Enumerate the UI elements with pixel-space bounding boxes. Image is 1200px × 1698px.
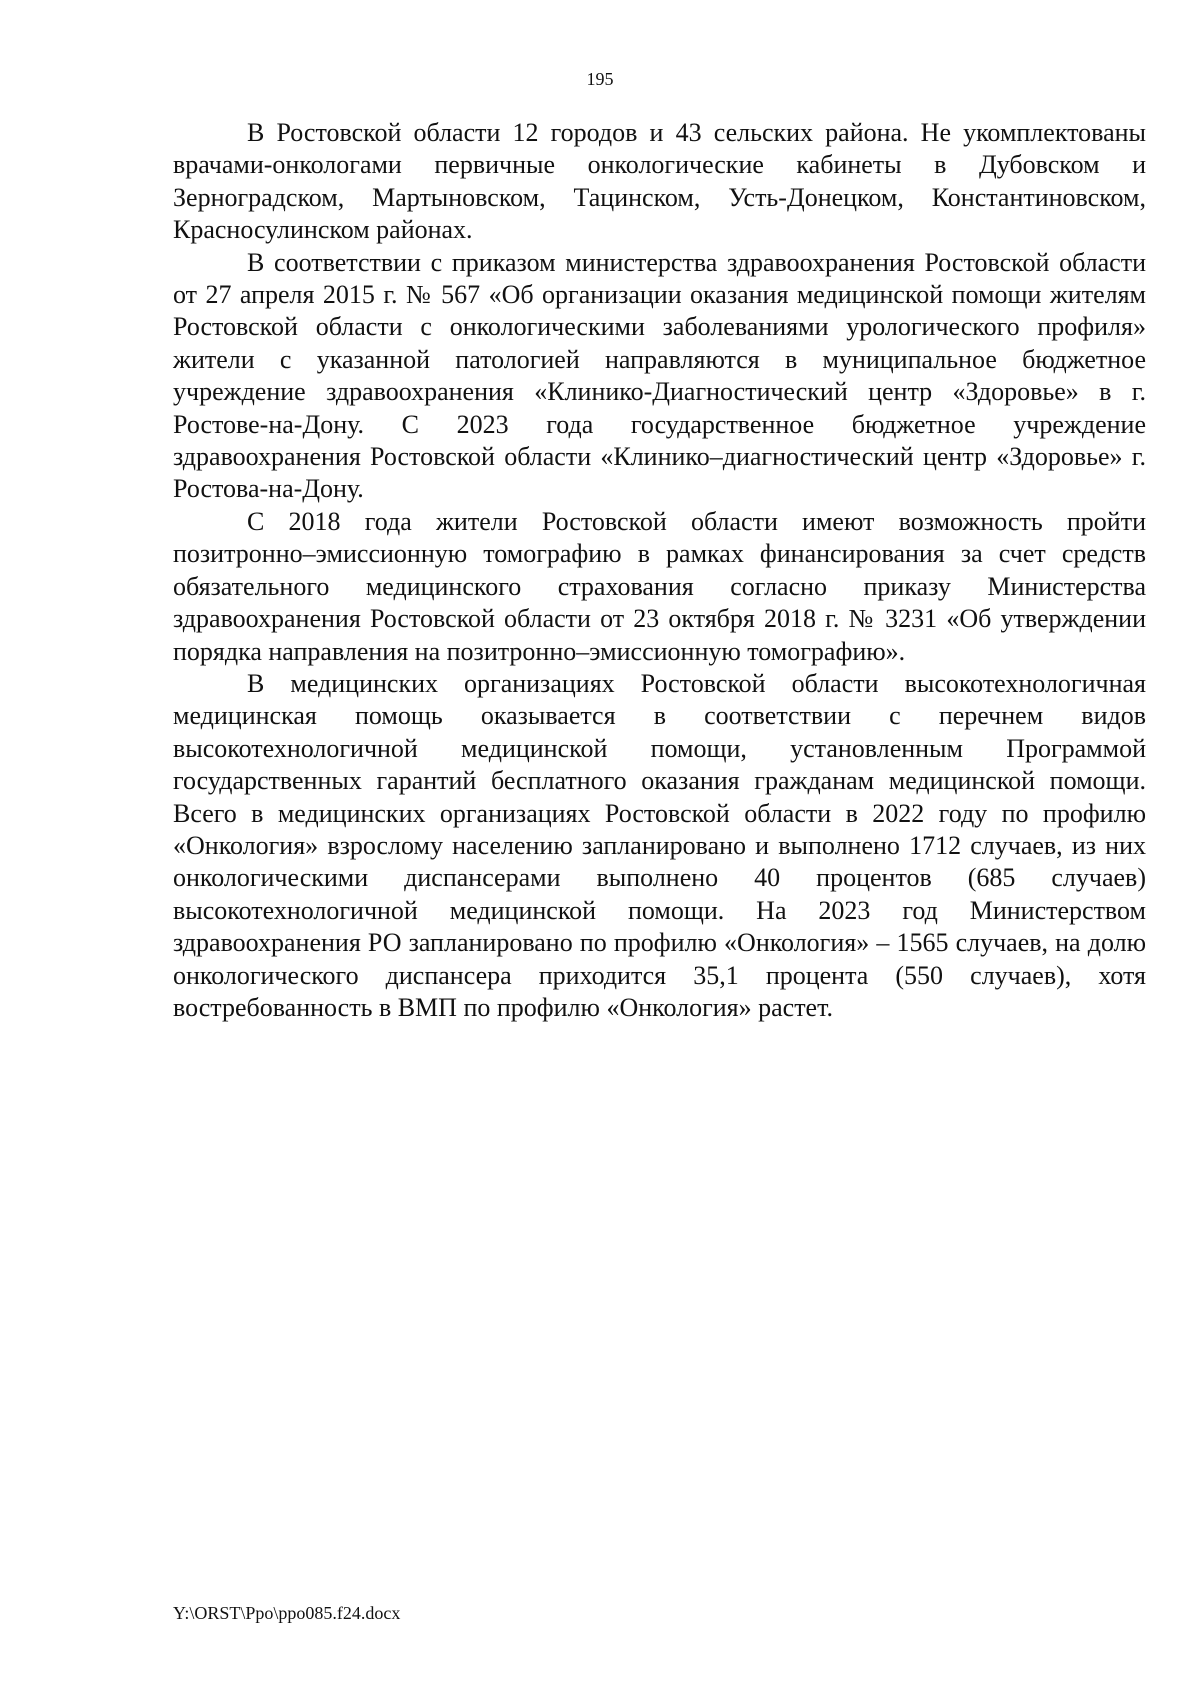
paragraph-pet-tomography: С 2018 года жители Ростовской области имеют возможность пройти позитронно–эмиссионную томографию в рамках финансирования за счет средств обязательного медицинского страхования согласно приказу Министерства здравоохранения Ростовской области от 23 октября 2018 г. № 3231 «Об утверждении порядка направления на позитронно–эмиссионную томографию».: [173, 506, 1146, 666]
page-number: 195: [586, 69, 614, 89]
paragraph-oncology-cabinets: В Ростовской области 12 городов и 43 сельских района. Не укомплектованы врачами-онкологами первичные онкологические кабинеты в Дубовском и Зерноградском, Мартыновском, Тацинском, Усть-Донецком, Константиновском, Красносулинском районах.: [173, 118, 1146, 245]
document-body: [173, 117, 1146, 1024]
paragraph-urology-order: В соответствии с приказом министерства здравоохранения Ростовской области от 27 апреля 2015 г. № 567 «Об организации оказания медицинской помощи жителям Ростовской области с онкологическими заболеваниями урологического профиля» жители с указанной патологией направляются в муниципальное бюджетное учреждение здравоохранения «Клинико-Диагностический центр «Здоровье» в г. Ростове-на-Дону. С 2023 года государственное бюджетное учреждение здравоохранения Ростовской области «Клинико–диагностический центр «Здоровье» г. Ростова-на-Дону.: [173, 247, 1146, 504]
footer-file-path: Y:\ORST\Ppo\ppo085.f24.docx: [173, 1603, 401, 1623]
paragraph-high-tech-care: В медицинских организациях Ростовской области высокотехнологичная медицинская помощь оказывается в соответствии с перечнем видов высокотехнологичной медицинской помощи, установленным Программой государственных гарантий бесплатного оказания гражданам медицинской помощи. Всего в медицинских организациях Ростовской области в 2022 году по профилю «Онкология» взрослому населению запланировано и выполнено 1712 случаев, из них онкологическими диспансерами выполнено 40 процентов (685 случаев) высокотехнологичной медицинской помощи. На 2023 год Министерством здравоохранения РО запланировано по профилю «Онкология» – 1565 случаев, на долю онкологического диспансера приходится 35,1 процента (550 случаев), хотя востребованность в ВМП по профилю «Онкология» растет.: [173, 668, 1146, 1022]
